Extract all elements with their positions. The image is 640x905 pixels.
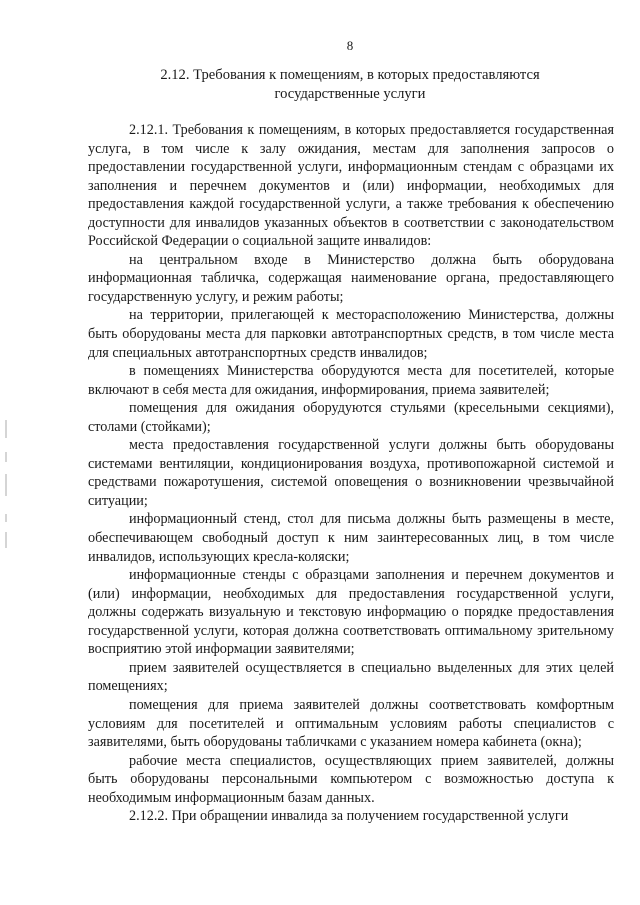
paragraph: 2.12.2. При обращении инвалида за получением государственной услуги (129, 808, 569, 825)
paragraph: информационные стенды с образцами заполнения и перечнем документов и (или) информации, необходимых для предоставления государственной услуги, должны содержать визуальную и текстовую информацию о порядке предоставления государственной услуги, которая должна соответствовать оптимальному зрительному восприятию этой информации заявителями; (88, 567, 614, 658)
paragraph: помещения для ожидания оборудуются стульями (кресельными секциями), столами (стойками); (88, 400, 614, 435)
document-body (88, 121, 614, 826)
paragraph: рабочие места специалистов, осуществляющих прием заявителей, должны быть оборудованы персональными компьютером с возможностью доступа к необходимым информационным базам данных. (88, 752, 614, 806)
paragraph: помещения для приема заявителей должны соответствовать комфортным условиям для посетителей и оптимальным условиям работы специалистов с заявителями, быть оборудованы табличками с указанием номера кабинета (окна); (88, 696, 614, 751)
paragraph: информационный стенд, стол для письма должны быть размещены в месте, обеспечивающем свободный доступ к ним заинтересованных лиц, в том числе инвалидов, использующих кресла-коляски; (88, 511, 614, 565)
scan-margin-mark (2, 420, 10, 560)
paragraph: прием заявителей осуществляется в специально выделенных для этих целей помещениях; (88, 659, 614, 695)
section-title-line-1: 2.12. Требования к помещениям, в которых предоставляются (160, 67, 540, 83)
paragraph: на центральном входе в Министерство должна быть оборудована информационная табличка, содержащая наименование органа, предоставляющего государственную услугу, и режим работы; (88, 251, 614, 305)
section-title-line-2: государственные услуги (274, 86, 426, 102)
paragraph: в помещениях Министерства оборудуются места для посетителей, которые включают в себя места для ожидания, информирования, приема заявителей; (88, 363, 614, 398)
page-number: 8 (346, 38, 354, 53)
paragraph: места предоставления государственной услуги должны быть оборудованы системами вентиляции, кондиционирования воздуха, противопожарной системой и средствами пожаротушения, системой оповещения о возникновении чрезвычайной ситуации; (88, 437, 614, 509)
paragraph: на территории, прилегающей к месторасположению Министерства, должны быть оборудованы места для парковки автотранспортных средств, в том числе места для специальных автотранспортных средств инвалидов; (88, 307, 614, 361)
paragraph: 2.12.1. Требования к помещениям, в которых предоставляется государственная услуга, в том числе к залу ожидания, местам для заполнения запросов о предоставлении государственной услуги, информационным стендам с образцами их заполнения и перечнем документов и (или) информации, необходимых для предоставления каждой государственной услуги, а также требования к обеспечению доступности для инвалидов указанных объектов в соответствии с законодательством Российской Федерации о социальной защите инвалидов: (88, 122, 614, 250)
section-title (130, 66, 570, 104)
